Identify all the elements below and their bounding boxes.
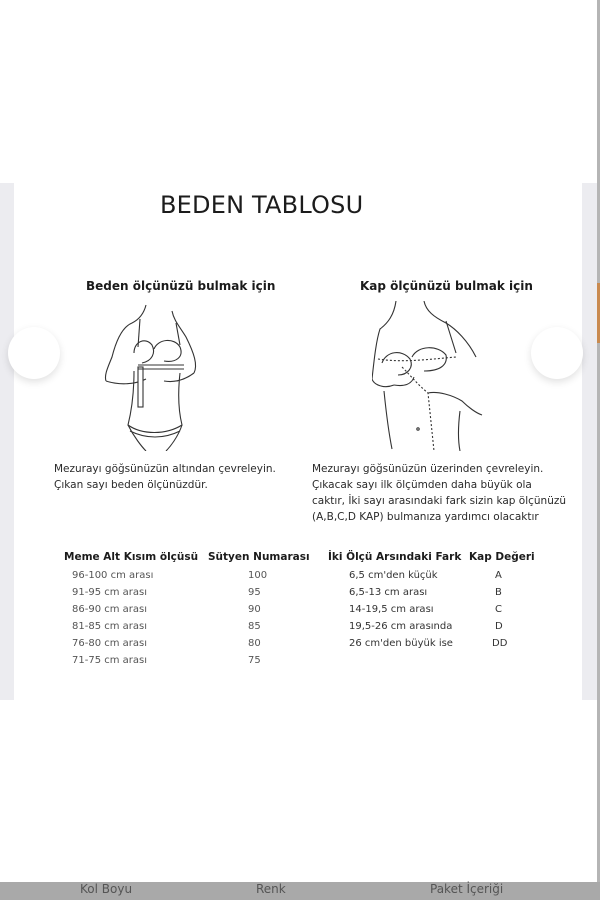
- band-table-header-measure: Meme Alt Kısım ölçüsü: [64, 551, 199, 563]
- band-row-measure: 76-80 cm arası: [72, 638, 148, 649]
- cup-table-header-cup: Kap Değeri: [469, 551, 535, 563]
- band-row-measure: 81-85 cm arası: [72, 621, 148, 632]
- cup-row-difference: 14-19,5 cm arası: [349, 604, 434, 615]
- background-tab-strip: [0, 882, 600, 900]
- size-chart-image: [14, 183, 582, 700]
- cup-size-instruction: [312, 461, 572, 525]
- band-row-measure: 86-90 cm arası: [72, 604, 148, 615]
- cup-row-value: DD: [492, 638, 508, 649]
- band-row-size: 90: [248, 604, 261, 615]
- cup-row-difference: 26 cm'den büyük ise: [349, 638, 453, 649]
- instruction-line: (A,B,C,D KAP) bulmanıza yardımcı olacaktır: [312, 511, 539, 523]
- measuring-bust-illustration: [372, 301, 502, 451]
- band-row-size: 100: [248, 570, 268, 581]
- instruction-line: caktır, İki sayı arasındaki fark sizin kap ölçünüzü: [312, 495, 567, 507]
- band-row-measure: 71-75 cm arası: [72, 655, 148, 666]
- cup-row-difference: 19,5-26 cm arasında: [349, 621, 453, 632]
- cup-row-value: B: [495, 587, 502, 598]
- instruction-line: Mezurayı göğsünüzün altından çevreleyin.: [54, 463, 276, 475]
- tab-kol-boyu[interactable]: Kol Boyu: [80, 882, 133, 896]
- carousel-right-panel: [582, 183, 597, 700]
- cup-row-value: D: [495, 621, 503, 632]
- cup-row-difference: 6,5-13 cm arası: [349, 587, 428, 598]
- cup-row-difference: 6,5 cm'den küçük: [349, 570, 438, 581]
- carousel-left-panel: [0, 183, 14, 700]
- instruction-line: Mezurayı göğsünüzün üzerinden çevreleyin.: [312, 463, 544, 475]
- band-row-measure: 96-100 cm arası: [72, 570, 154, 581]
- band-row-size: 75: [248, 655, 261, 666]
- cup-table-header-difference: İki Ölçü Arsındaki Fark: [328, 551, 462, 563]
- measuring-underbust-illustration: [94, 301, 214, 451]
- cup-row-value: A: [495, 570, 502, 581]
- cup-size-heading: Kap ölçünüzü bulmak için: [360, 279, 533, 293]
- band-size-heading: Beden ölçünüzü bulmak için: [86, 279, 276, 293]
- band-table-header-size: Sütyen Numarası: [208, 551, 310, 563]
- band-row-size: 85: [248, 621, 261, 632]
- carousel-prev-button[interactable]: [8, 327, 60, 379]
- band-row-size: 80: [248, 638, 261, 649]
- size-chart-title: BEDEN TABLOSU: [160, 191, 364, 219]
- carousel-next-button[interactable]: [531, 327, 583, 379]
- band-size-instruction: [54, 461, 294, 493]
- tab-renk[interactable]: Renk: [256, 882, 286, 896]
- cup-row-value: C: [495, 604, 502, 615]
- instruction-line: Çıkan sayı beden ölçünüzdür.: [54, 479, 208, 491]
- band-row-size: 95: [248, 587, 261, 598]
- tab-paket-icerigi[interactable]: Paket İçeriği: [430, 882, 504, 896]
- band-row-measure: 91-95 cm arası: [72, 587, 148, 598]
- instruction-line: Çıkacak sayı ilk ölçümden daha büyük ola: [312, 479, 532, 491]
